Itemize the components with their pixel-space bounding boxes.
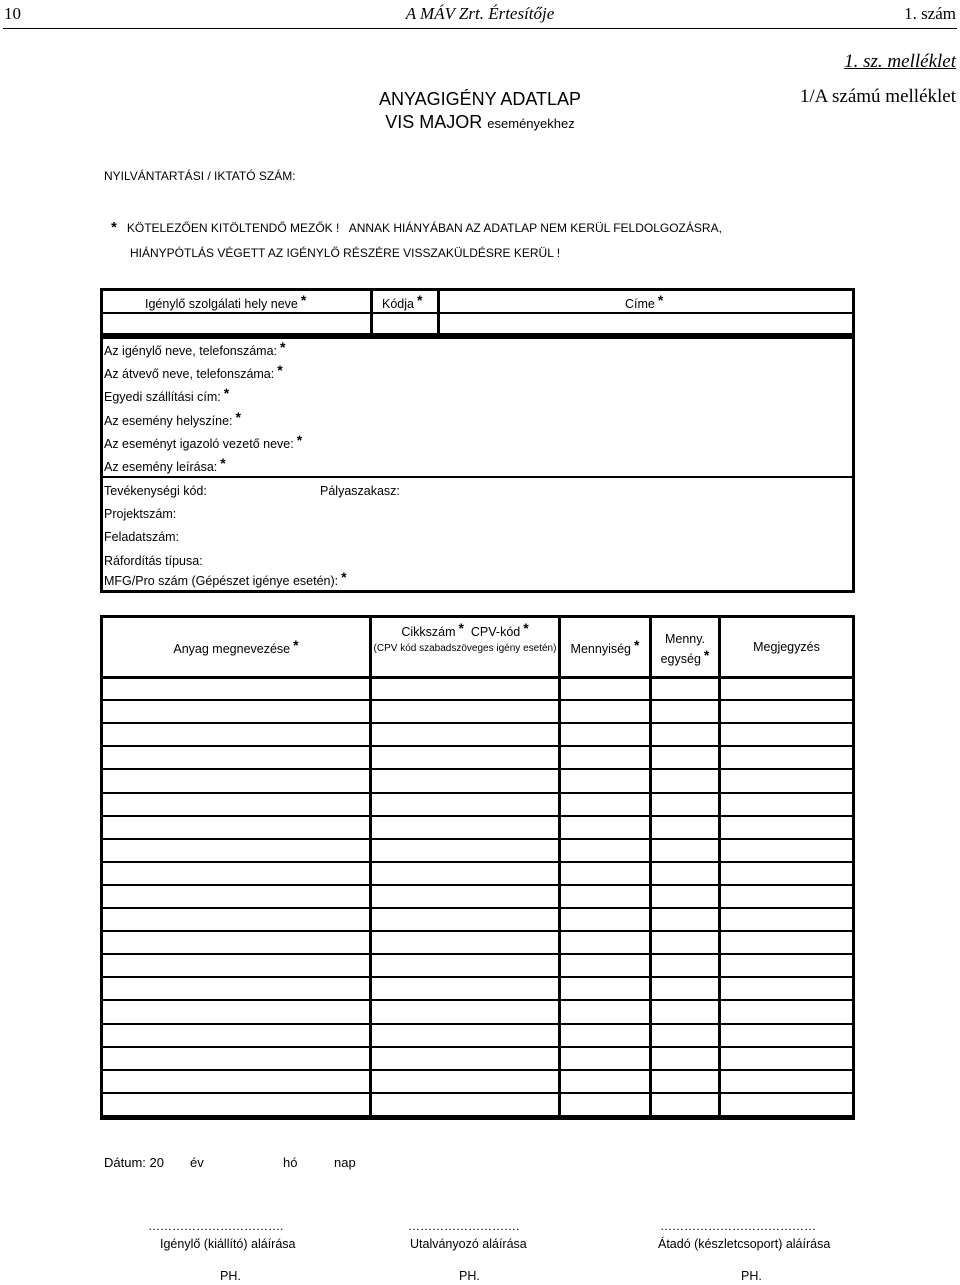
materials-row-line [100,768,855,770]
material-row[interactable] [103,1002,852,1022]
mfg-number-field[interactable]: MFG/Pro szám (Gépészet igénye esetén): * [104,569,347,588]
materials-row-line [100,884,855,886]
materials-row-line [100,1069,855,1071]
activity-code-field[interactable]: Tevékenységi kód: [104,484,207,498]
requester-signature-label: Igénylő (kiállító) aláírása [160,1237,296,1251]
notice-star: * [111,219,117,236]
approver-signature-label: Utalványozó aláírása [410,1237,527,1251]
date-day: nap [334,1155,356,1170]
header-rule [3,28,957,29]
approver-stamp: PH. [459,1269,480,1283]
registry-label: NYILVÁNTARTÁSI / IKTATÓ SZÁM: [104,169,296,183]
form-title: ANYAGIGÉNY ADATLAP [378,89,582,109]
notice-line2: HIÁNYPÓTLÁS VÉGETT AZ IGÉNYLŐ RÉSZÉRE VISSZAKÜLDÉSRE KERÜL ! [130,246,561,260]
material-row[interactable] [103,979,852,999]
requester-stamp: PH. [220,1269,241,1283]
material-row[interactable] [103,725,852,745]
materials-row-line [100,1046,855,1048]
materials-row-line [100,976,855,978]
org-name-header: Igénylő szolgálati hely neve * [145,292,307,311]
materials-row-line [100,999,855,1001]
materials-row-line [100,722,855,724]
material-row[interactable] [103,1049,852,1069]
material-row[interactable] [103,1026,852,1046]
quantity-header: Mennyiség * [570,637,640,656]
material-row[interactable] [103,887,852,907]
material-row[interactable] [103,841,852,861]
issue-number: 1. szám [904,4,956,23]
location-field[interactable]: Az esemény helyszíne: * [104,409,241,428]
page-number: 10 [4,4,21,23]
material-row[interactable] [103,818,852,838]
material-row[interactable] [103,1072,852,1092]
attachment-sublabel: 1/A számú melléklet [799,86,956,107]
deliverer-signature-label: Átadó (készletcsoport) aláírása [658,1237,831,1251]
journal-title: A MÁV Zrt. Értesítője [405,4,555,23]
signature-line[interactable]: ………………………………… [660,1219,816,1233]
signature-line[interactable]: ………………………. [408,1219,520,1233]
form-subtitle [0,112,960,133]
materials-row-line [100,699,855,701]
org-address-input[interactable] [440,314,852,333]
org-address-header: Címe * [625,292,664,311]
materials-row-line [100,930,855,932]
materials-row-line [100,1092,855,1094]
details-divider [100,476,855,478]
material-row[interactable] [103,679,852,699]
notice-part2: ANNAK HIÁNYÁBAN AZ ADATLAP NEM KERÜL FELDOLGOZÁSRA, [348,221,722,235]
date-month: hó [283,1155,298,1170]
section-field[interactable]: Pályaszakasz: [320,484,400,498]
materials-row-line [100,745,855,747]
org-code-header: Kódja * [382,292,423,311]
org-code-input[interactable] [373,314,437,333]
materials-row-line [100,1115,855,1117]
vis-major-label: VIS MAJOR [385,112,483,132]
material-row[interactable] [103,795,852,815]
item-code-header: Cikkszám * CPV-kód * (CPV kód szabadszöveges igény esetén) [373,620,557,654]
material-row[interactable] [103,771,852,791]
description-field[interactable]: Az esemény leírása: * [104,455,226,474]
materials-row-line [100,792,855,794]
cpv-note: (CPV kód szabadszöveges igény esetén) [373,643,557,654]
material-row[interactable] [103,956,852,976]
unit-header: Menny. egység * [660,632,710,666]
deliverer-stamp: PH. [741,1269,762,1283]
remark-header: Megjegyzés [753,640,820,654]
materials-row-line [100,861,855,863]
attachment-label: 1. sz. melléklet [844,51,956,72]
material-row[interactable] [103,1095,852,1115]
cost-type-field[interactable]: Ráfordítás típusa: [104,554,203,568]
event-label: eseményekhez [487,116,575,131]
mandatory-notice [111,219,722,236]
address-field[interactable]: Egyedi szállítási cím: * [104,385,230,404]
material-row[interactable] [103,864,852,884]
signature-line[interactable]: ……………………………. [148,1219,284,1233]
date-year: év [190,1155,204,1170]
requester-field[interactable]: Az igénylő neve, telefonszáma: * [104,339,286,358]
material-name-header: Anyag megnevezése * [173,637,299,656]
materials-row-line [100,907,855,909]
receiver-field[interactable]: Az átvevő neve, telefonszáma: * [104,362,283,381]
materials-row-line [100,1023,855,1025]
materials-row-line [100,838,855,840]
task-number-field[interactable]: Feladatszám: [104,530,180,544]
materials-row-line [100,953,855,955]
material-row[interactable] [103,910,852,930]
notice-part1: KÖTELEZŐEN KITÖLTENDŐ MEZŐK ! [126,221,340,235]
certifier-field[interactable]: Az eseményt igazoló vezető neve: * [104,432,303,451]
org-name-input[interactable] [103,314,370,333]
date-label: Dátum: 20 [104,1155,164,1170]
material-row[interactable] [103,748,852,768]
materials-row-line [100,815,855,817]
project-number-field[interactable]: Projektszám: [104,507,177,521]
material-row[interactable] [103,702,852,722]
material-row[interactable] [103,933,852,953]
